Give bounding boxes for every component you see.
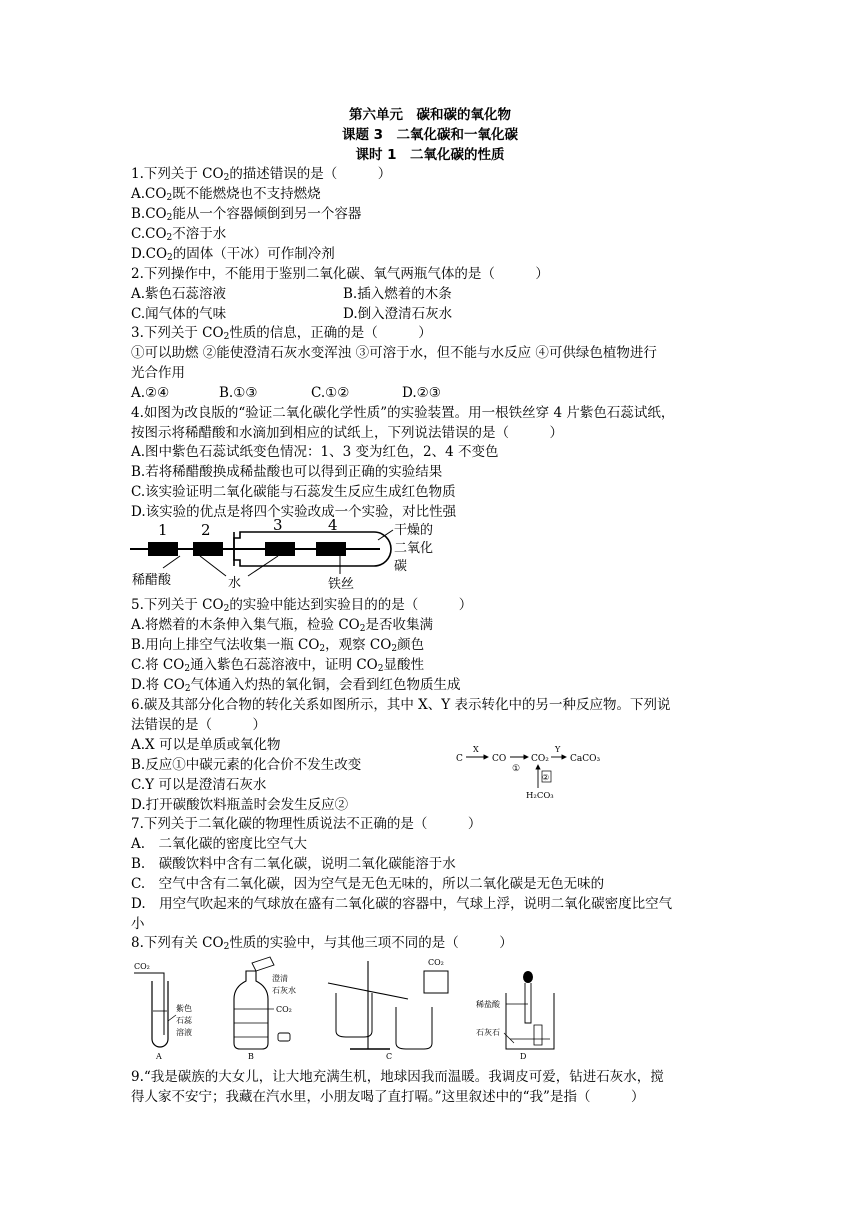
b-label-1: 澄清 (272, 974, 288, 983)
q7-option-d: D. 用空气吹起来的气球放在盛有二氧化碳的容器中，气球上浮，说明二氧化碳密度比空气 (131, 896, 673, 912)
q3-option-a: A.②④ (131, 385, 170, 401)
q4-option-a: A.图中紫色石蕊试纸变色情况：1、3 变为红色，2、4 不变色 (131, 444, 499, 460)
q8-stem: 8.下列有关 $CO_2$性质的实验中，与其他三项不同的是（ ） (131, 935, 513, 952)
carbon-node: C (456, 754, 463, 764)
option-a-label: A (156, 1052, 162, 1061)
a-label-2: 石蕊 (176, 1016, 192, 1025)
q6-option-b: B.反应①中碳元素的化合价不发生改变 (131, 757, 362, 773)
q6-stem-cont: 法错误的是（ ） (131, 717, 266, 733)
litmus-strip-1 (148, 542, 178, 556)
q3-stem: 3.下列关于 $CO_2$性质的信息，正确的是（ ） (131, 325, 432, 342)
q3-option-c: C.①② (311, 385, 350, 401)
experiment-a (134, 962, 193, 1061)
b-label-2: 石灰水 (272, 986, 296, 995)
q2-option-c: C.闻气体的气味 (131, 306, 227, 322)
option-b-label: B (248, 1052, 254, 1061)
acetic-acid-label: 稀醋酸 (132, 573, 172, 588)
option-c-label: C (386, 1052, 393, 1061)
q6-conversion-diagram (452, 738, 612, 804)
q4-stem-cont: 按图示将稀醋酸和水滴加到相应的试纸上，下列说法错误的是（ ） (131, 425, 563, 441)
co-node: CO (492, 754, 507, 764)
litmus-strip-3 (265, 542, 295, 556)
a-co2-label: CO₂ (134, 962, 150, 971)
q9-stem-cont: 得人家不安宁；我藏在汽水里，小朋友喝了直打嗝。”这里叙述中的“我”是指（ ） (131, 1089, 645, 1105)
dry-co2-label-3: 碳 (394, 559, 408, 574)
reactant-x: X (473, 745, 479, 754)
q4-option-d: D.该实验的优点是将四个实验改成一个实验，对比性强 (131, 504, 457, 520)
q3-statements-cont: 光合作用 (131, 365, 185, 381)
strip-number-1: 1 (158, 521, 168, 539)
litmus-strip-2 (193, 542, 223, 556)
a-label-1: 紫色 (176, 1004, 192, 1013)
q3-option-d: D.②③ (402, 385, 441, 401)
q1-option-a: $A.CO_2$既不能燃烧也不支持燃烧 (131, 186, 321, 203)
strip-number-4: 4 (328, 516, 338, 534)
q5-stem: 5.下列关于 $CO_2$的实验中能达到实验目的的是（ ） (131, 597, 473, 614)
co2-node: CO₂ (531, 754, 549, 764)
c-co2-label: CO₂ (428, 958, 444, 967)
q8-experiments-figure (128, 953, 578, 1063)
caco3-node: CaCO₃ (570, 754, 601, 764)
q1-option-c: $C.CO_2$不溶于水 (131, 226, 227, 243)
strip-number-3: 3 (273, 516, 283, 534)
b-co2-label: CO₂ (276, 1005, 292, 1014)
q5-option-d: D.将 $CO_2$气体通入灼热的氧化铜，会看到红色物质生成 (131, 677, 461, 694)
q6-option-a: A.X 可以是单质或氧化物 (131, 737, 281, 753)
experiment-c (328, 958, 448, 1061)
topic-title: 课题 3 二氧化碳和一氧化碳 (341, 127, 519, 143)
q6-option-d: D.打开碳酸饮料瓶盖时会发生反应② (131, 797, 349, 813)
q5-option-a: A.将燃着的木条伸入集气瓶，检验 $CO_2$是否收集满 (131, 617, 433, 634)
reactant-y: Y (555, 745, 561, 754)
h2co3-node: H₂CO₃ (526, 791, 554, 801)
q4-stem: 4.如图为改良版的“验证二氧化碳化学性质”的实验装置。用一根铁丝穿 4 片紫色石蕊试纸， (131, 405, 675, 421)
q4-option-b: B.若将稀醋酸换成稀盐酸也可以得到正确的实验结果 (131, 464, 443, 480)
q4-apparatus-figure (128, 516, 488, 592)
q7-option-b: B. 碳酸饮料中含有二氧化碳，说明二氧化碳能溶于水 (131, 856, 456, 872)
q4-option-c: C.该实验证明二氧化碳能与石蕊发生反应生成红色物质 (131, 484, 456, 500)
q6-option-c: C.Y 可以是澄清石灰水 (131, 777, 267, 793)
reaction-2-label: ② (542, 773, 550, 782)
q2-option-a: A.紫色石蕊溶液 (131, 286, 227, 302)
q6-stem: 6.碳及其部分化合物的转化关系如图所示，其中 X、Y 表示转化中的另一种反应物。下列说 (131, 697, 671, 713)
q7-option-d-cont: 小 (131, 916, 145, 932)
litmus-strip-4 (316, 542, 346, 556)
q2-option-d: D.倒入澄清石灰水 (343, 306, 453, 322)
experiment-b (234, 957, 296, 1061)
lesson-title: 课时 1 二氧化碳的性质 (355, 147, 505, 163)
q1-option-d: $D.CO_2$的固体（干冰）可作制冷剂 (131, 246, 335, 263)
q3-statements: ①可以助燃 ②能使澄清石灰水变浑浊 ③可溶于水，但不能与水反应 ④可供绿色植物进行 (131, 345, 657, 361)
unit-title: 第六单元 碳和碳的氧化物 (349, 107, 511, 123)
q2-stem: 2.下列操作中，不能用于鉴别二氧化碳、氧气两瓶气体的是（ ） (131, 266, 549, 282)
q3-option-b: B.①③ (219, 385, 258, 401)
q5-option-c: C.将 $CO_2$通入紫色石蕊溶液中，证明 $CO_2$显酸性 (131, 657, 424, 674)
option-d-label: D (520, 1052, 527, 1061)
dry-co2-label-1: 干燥的 (394, 523, 434, 538)
reaction-1-label: ① (512, 764, 521, 774)
experiment-d (476, 971, 554, 1061)
strip-number-2: 2 (201, 521, 211, 539)
dry-co2-label-2: 二氧化 (394, 541, 434, 556)
q7-option-c: C. 空气中含有二氧化碳，因为空气是无色无味的，所以二氧化碳是无色无味的 (131, 876, 605, 892)
water-label: 水 (228, 576, 242, 591)
d-stone-label: 石灰石 (476, 1028, 500, 1037)
q7-stem: 7.下列关于二氧化碳的物理性质说法不正确的是（ ） (131, 816, 482, 832)
q5-option-b: B.用向上排空气法收集一瓶 $CO_2$，观察 $CO_2$颜色 (131, 637, 425, 654)
q1-option-b: $B.CO_2$能从一个容器倾倒到另一个容器 (131, 206, 362, 223)
a-label-3: 溶液 (176, 1028, 192, 1037)
q1-stem: 1.下列关于 $CO_2$的描述错误的是（ ） (131, 166, 392, 183)
q9-stem: 9.“我是碳族的大女儿，让大地充满生机，地球因我而温暖。我调皮可爱，钻进石灰水，搅 (131, 1069, 664, 1085)
q2-option-b: B.插入燃着的木条 (343, 286, 452, 302)
q7-option-a: A. 二氧化碳的密度比空气大 (131, 836, 308, 852)
iron-wire-label: 铁丝 (328, 577, 355, 592)
d-acid-label: 稀盐酸 (476, 1000, 500, 1009)
